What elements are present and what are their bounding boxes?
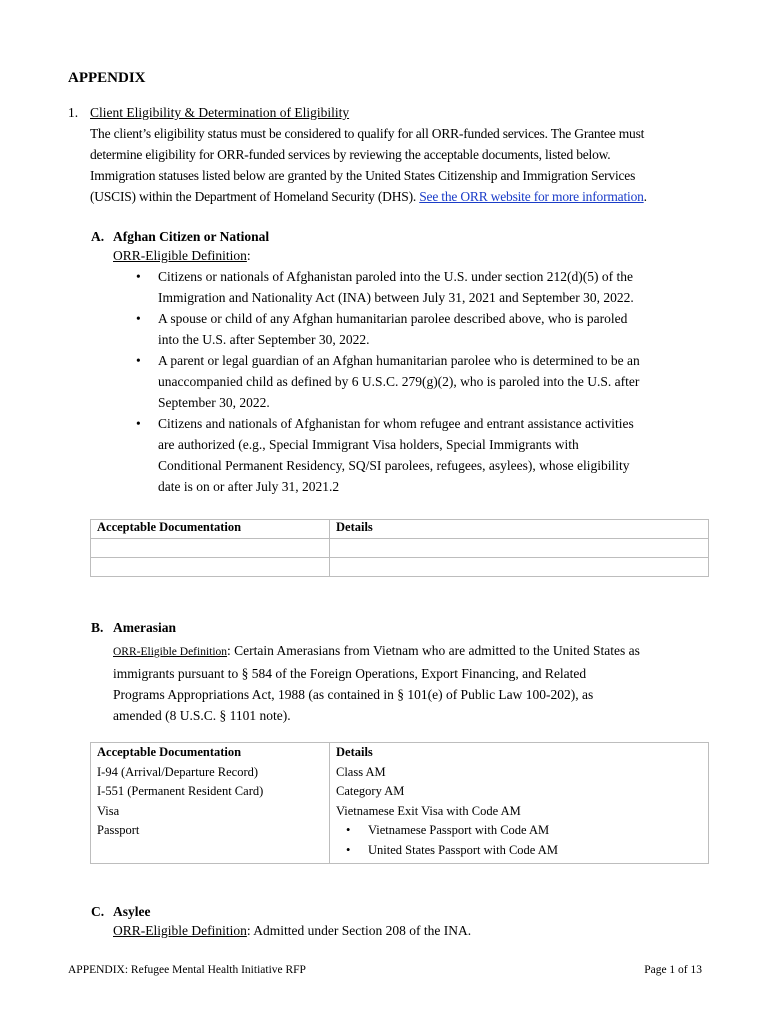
section-1-line-suffix: .: [643, 189, 647, 204]
table-header-row: [91, 520, 709, 539]
bullet-line: into the U.S. after September 30, 2022.: [158, 332, 370, 347]
col-acceptable-documentation-header: Acceptable Documentation: [91, 743, 330, 763]
section-c: [91, 904, 711, 941]
section-b-def-label: ORR-Eligible Definition: [113, 646, 228, 658]
bullet-line: Conditional Permanent Residency, SQ/SI parolees, refugees, asylees), whose eligibility: [158, 458, 630, 473]
section-b-def-line: amended (8 U.S.C. § 1101 note).: [113, 708, 291, 723]
doc-cell: Passport: [91, 821, 330, 864]
section-a-def-colon: :: [246, 248, 251, 263]
section-1-line: determine eligibility for ORR-funded services by reviewing the acceptable documents, listed below.: [90, 147, 611, 162]
list-item: • Vietnamese Passport with Code AM: [336, 821, 702, 841]
page-footer: [68, 964, 702, 976]
section-c-title-text: Asylee: [113, 904, 151, 919]
section-c-letter: C.: [91, 904, 105, 919]
list-item: [136, 308, 711, 350]
section-b-title: [91, 620, 711, 636]
col-details-header: Details: [330, 520, 709, 539]
table-cell: [91, 539, 330, 558]
section-1: [68, 105, 708, 207]
section-c-def-line: [113, 920, 711, 941]
table-row: [91, 782, 709, 802]
section-1-title-line: [68, 105, 708, 121]
list-item: [136, 266, 711, 308]
appendix-heading: APPENDIX: [68, 70, 146, 86]
table-row: [91, 802, 709, 822]
section-a-title: [91, 229, 711, 245]
section-1-line-prefix: (USCIS) within the Department of Homeland Security (DHS).: [90, 189, 420, 204]
section-a: [91, 229, 711, 497]
table-cell: [330, 539, 709, 558]
section-b-definition: [113, 640, 711, 726]
bullet-line: Immigration and Nationality Act (INA) between July 31, 2021 and September 30, 2022.: [158, 290, 634, 305]
table-header-row: [91, 743, 709, 763]
bullet-line: September 30, 2022.: [158, 395, 270, 410]
bullet-line: are authorized (e.g., Special Immigrant Visa holders, Special Immigrants with: [158, 437, 579, 452]
section-a-title-text: Afghan Citizen or National: [113, 229, 270, 244]
section-b-doc-table: [90, 742, 709, 864]
detail-cell: Vietnamese Exit Visa with Code AM: [330, 802, 709, 822]
section-b-def-line: immigrants pursuant to § 584 of the Foreign Operations, Export Financing, and Related: [113, 666, 587, 681]
col-acceptable-documentation-header: Acceptable Documentation: [91, 520, 330, 539]
section-1-line: The client’s eligibility status must be considered to qualify for all ORR-funded services. The Grantee must: [90, 126, 645, 141]
bullet-line: • Citizens or nationals of Afghanistan paroled into the U.S. under section 212(d)(5) of the: [158, 269, 634, 284]
footer-page-number: Page 1 of 13: [644, 964, 702, 976]
section-a-def-line: [113, 245, 711, 266]
orr-website-link[interactable]: See the ORR website for more information: [419, 189, 644, 204]
section-b-letter: B.: [91, 620, 104, 635]
doc-cell: Visa: [91, 802, 330, 822]
bullet-line: • Citizens and nationals of Afghanistan for whom refugee and entrant assistance activities: [158, 416, 634, 431]
section-c-def-label: ORR-Eligible Definition: [113, 923, 247, 938]
doc-cell: I-551 (Permanent Resident Card): [91, 782, 330, 802]
section-1-body: [90, 123, 708, 207]
doc-cell: I-94 (Arrival/Departure Record): [91, 763, 330, 783]
section-b-def-line: [113, 640, 711, 663]
bullet-line: • A parent or legal guardian of an Afghan humanitarian parolee who is determined to be an: [158, 353, 640, 368]
detail-cell: Category AM: [330, 782, 709, 802]
section-a-bullet-list: [136, 266, 711, 497]
section-b: [91, 620, 711, 726]
passport-detail-list: [336, 821, 702, 860]
list-item: • United States Passport with Code AM: [336, 841, 702, 861]
section-c-def-text: : Admitted under Section 208 of the INA.: [246, 923, 472, 938]
detail-cell: [330, 821, 709, 864]
list-item: [136, 413, 711, 497]
footer-document-title: APPENDIX: Refugee Mental Health Initiative RFP: [68, 964, 306, 976]
section-1-line: Immigration statuses listed below are granted by the United States Citizenship and Immigration Services: [90, 168, 636, 183]
section-a-def-label: ORR-Eligible Definition: [113, 248, 247, 263]
table-row: [91, 539, 709, 558]
list-item: [136, 350, 711, 413]
bullet-line: date is on or after July 31, 2021.2: [158, 479, 340, 494]
table-cell: [330, 558, 709, 577]
section-1-number: 1.: [68, 105, 79, 120]
section-a-letter: A.: [91, 229, 105, 244]
section-b-title-text: Amerasian: [113, 620, 176, 635]
section-b-def-line: Programs Appropriations Act, 1988 (as contained in § 101(e) of Public Law 100-202), as: [113, 687, 594, 702]
table-row: [91, 558, 709, 577]
bullet-line: unaccompanied child as defined by 6 U.S.C. 279(g)(2), who is paroled into the U.S. after: [158, 374, 640, 389]
section-c-title: [91, 904, 711, 920]
section-b-def-text: : Certain Amerasians from Vietnam who are admitted to the United States as: [227, 643, 640, 658]
section-1-line-last: [90, 186, 708, 207]
table-cell: [91, 558, 330, 577]
table-row: [91, 763, 709, 783]
section-a-doc-table: [90, 519, 709, 577]
section-1-title: Client Eligibility & Determination of Eligibility: [90, 105, 350, 120]
table-row: [91, 821, 709, 864]
col-details-header: Details: [330, 743, 709, 763]
detail-cell: Class AM: [330, 763, 709, 783]
bullet-line: • A spouse or child of any Afghan humanitarian parolee described above, who is paroled: [158, 311, 628, 326]
